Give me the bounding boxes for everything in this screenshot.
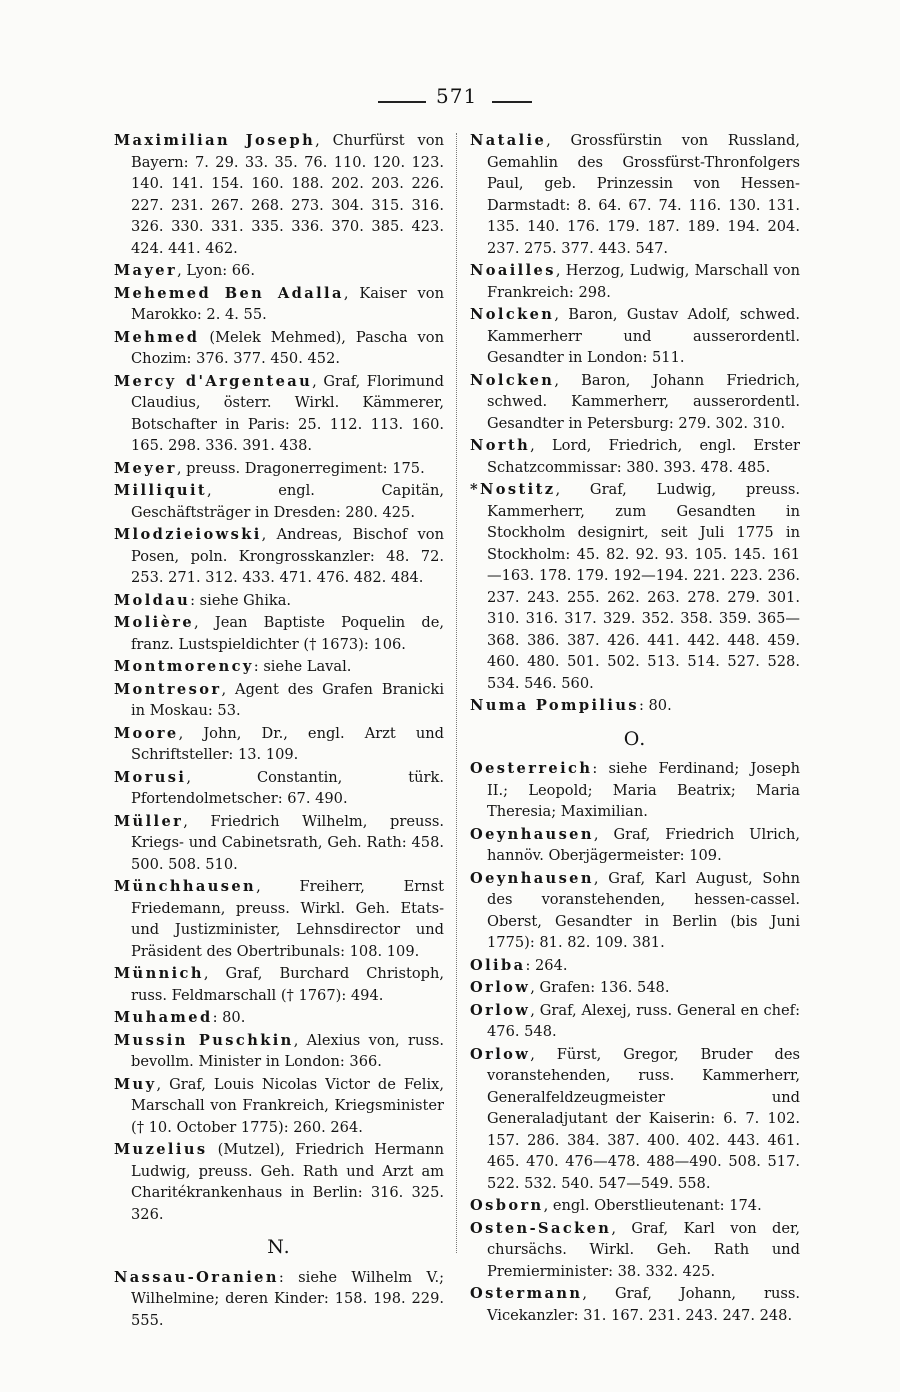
entry-text: , John, Dr., engl. Arzt und Schriftsteller: 13. 109. <box>131 724 444 763</box>
index-entry <box>114 1139 444 1225</box>
entry-text: , Graf, Florimund Claudius, österr. Wirkl. Kämmerer, Botschafter in Paris: 25. 112. 113. 160. 165. 298. 336. 391. 438. <box>131 372 444 454</box>
index-entry <box>470 260 800 303</box>
entry-text: , Grafen: 136. 548. <box>530 979 670 996</box>
entry-headword: Mehmed <box>114 328 200 346</box>
entry-headword: Molière <box>114 614 195 631</box>
index-entry <box>114 656 444 678</box>
entry-headword: *Nostitz <box>470 481 556 498</box>
entry-text: , Graf, Karl August, Sohn des voranstehenden, hessen-cassel. Oberst, Gesandter in Berlin (bis Juni 1775): 81. 82. 109. 381. <box>487 869 800 951</box>
section-o-entries <box>470 758 800 1326</box>
entry-headword: Nolcken <box>470 306 555 323</box>
index-entry <box>114 1074 444 1139</box>
index-entry <box>470 824 800 867</box>
index-entry <box>114 767 444 810</box>
entry-text: , Graf, Alexej, russ. General en chef: 476. 548. <box>487 1001 800 1040</box>
entry-text: , Andreas, Bischof von Posen, poln. Krongrosskanzler: 48. 72. 253. 271. 312. 433. 471. 476. 482. 484. <box>131 526 444 586</box>
entry-text: , Graf, Louis Nicolas Victor de Felix, Marschall von Frankreich, Kriegsminister († 10. October 1775): 260. 264. <box>131 1075 444 1136</box>
entry-text: , Lyon: 66. <box>177 262 255 279</box>
entry-headword: Ostermann <box>470 1285 583 1302</box>
index-entry <box>114 458 444 480</box>
entry-headword: Mercy d'Argenteau <box>114 372 313 390</box>
entry-text: , Baron, Johann Friedrich, schwed. Kammerherr, ausserordentl. Gesandter in Petersburg: 279. 302. 310. <box>487 371 800 432</box>
index-entry <box>470 370 800 435</box>
entry-text: , Lord, Friedrich, engl. Erster Schatzcommissar: 380. 393. 478. 485. <box>487 437 800 476</box>
index-entry <box>470 479 800 694</box>
entry-text: , preuss. Dragonerregiment: 175. <box>176 459 425 477</box>
entry-text: , Friedrich Wilhelm, preuss. Kriegs- und Cabinetsrath, Geh. Rath: 458. 500. 508. 510. <box>131 812 444 873</box>
entry-headword: Muy <box>114 1075 157 1093</box>
index-entry <box>470 695 800 717</box>
entry-headword: Montresor <box>114 680 222 698</box>
index-entry <box>470 435 800 478</box>
index-entry <box>114 260 444 282</box>
index-entry <box>114 524 444 589</box>
entry-headword: Münchhausen <box>114 878 257 895</box>
index-entry <box>470 1044 800 1195</box>
index-entry <box>114 723 444 766</box>
entry-text: , Jean Baptiste Poquelin de, franz. Lustspieldichter († 1673): 106. <box>131 614 444 653</box>
index-entry <box>114 876 444 962</box>
entry-headword: Meyer <box>114 459 177 477</box>
entry-text: , Graf, Karl von der, chursächs. Wirkl. Geh. Rath und Premierminister: 38. 332. 425. <box>487 1219 800 1280</box>
entry-headword: Osborn <box>470 1197 544 1214</box>
entry-text: , Graf, Johann, russ. Vicekanzler: 31. 167. 231. 243. 247. 248. <box>487 1285 800 1324</box>
header-rule-right <box>492 101 532 103</box>
entry-text: , Agent des Grafen Branicki in Moskau: 53. <box>131 680 444 719</box>
entry-text: , Graf, Ludwig, preuss. Kammerherr, zum Gesandten in Stockholm designirt, seit Juli 1775 in Stockholm: 45. 82. 92. 93. 105. 145. 161—163. 178. 179. 192—194. 221. 223. 236. 237. 243. 255. 262. 263. 278. 279. 301. 310. 316. 317. 329. 352. 358. 359. 365—368. 386. 387. 426. 441. 442. 448. 459. 460. 480. 501. 502. 513. 514. 527. 528. 534. 546. 560. <box>487 481 800 692</box>
index-entry <box>114 1267 444 1332</box>
entry-headword: Oeynhausen <box>470 825 594 843</box>
entry-text: , Churfürst von Bayern: 7. 29. 33. 35. 76. 110. 120. 123. 140. 141. 154. 160. 188. 202. 203. 226. 227. 231. 267. 268. 273. 304. 315. 316. 326. 330. 331. 335. 336. 370. 385. 423. 424. 441. 462. <box>131 132 444 257</box>
index-entry <box>114 590 444 612</box>
section-heading-n: N. <box>267 1236 291 1258</box>
entry-headword: Orlow <box>470 1001 531 1019</box>
entry-headword: Muzelius <box>114 1141 208 1158</box>
entry-text: , Alexius von, russ. bevollm. Minister in London: 366. <box>131 1031 444 1070</box>
entry-text: , engl. Capitän, Geschäftsträger in Dresden: 280. 425. <box>131 482 444 521</box>
index-entry <box>114 612 444 655</box>
index-entry <box>470 1283 800 1326</box>
index-entry <box>114 1007 444 1029</box>
entry-text: , Graf, Friedrich Ulrich, hannöv. Oberjägermeister: 109. <box>487 825 800 864</box>
index-entry <box>114 811 444 876</box>
index-entry <box>470 304 800 369</box>
section-heading-o: O. <box>623 727 647 750</box>
index-entry <box>470 977 800 999</box>
entry-text: , Kaiser von Marokko: 2. 4. 55. <box>131 284 444 323</box>
entry-text: , Grossfürstin von Russland, Gemahlin des Grossfürst-Thronfolgers Paul, geb. Prinzessin von Hessen-Darmstadt: 8. 64. 67. 74. 116. 130. 131. 135. 140. 176. 179. 187. 189. 194. 204. 237. 275. 377. 443. 547. <box>487 132 800 257</box>
entry-headword: Milliquit <box>114 482 208 499</box>
entry-headword: Nassau-Oranien <box>114 1268 279 1286</box>
entry-headword: Muhamed <box>114 1009 213 1026</box>
entry-headword: Orlow <box>470 1045 531 1063</box>
entry-headword: Osten-Sacken <box>470 1219 612 1237</box>
entry-headword: Mayer <box>114 262 178 279</box>
entry-headword: Moldau <box>114 591 191 609</box>
right-column-entries <box>470 130 800 717</box>
column-divider <box>456 133 457 1253</box>
entry-text: , Herzog, Ludwig, Marschall von Frankreich: 298. <box>487 262 800 301</box>
entry-headword: Oliba <box>470 956 526 974</box>
index-entry <box>470 1000 800 1043</box>
index-entry <box>470 758 800 823</box>
entry-text: (Mutzel), Friedrich Hermann Ludwig, preuss. Geh. Rath und Arzt am Charitékrankenhaus in Berlin: 316. 325. 326. <box>131 1141 444 1223</box>
entry-headword: Numa Pompilius <box>470 697 639 714</box>
index-entry <box>470 868 800 954</box>
entry-headword: Maximilian Joseph <box>114 132 316 149</box>
entry-headword: Mussin Puschkin <box>114 1031 294 1049</box>
entry-text: , engl. Oberstlieutenant: 174. <box>543 1197 762 1214</box>
entry-text: : siehe Ghika. <box>190 591 292 609</box>
index-entry <box>470 1218 800 1283</box>
entry-headword: Orlow <box>470 979 531 996</box>
index-entry <box>470 955 800 977</box>
index-entry <box>114 963 444 1006</box>
entry-headword: Oesterreich <box>470 760 593 777</box>
entry-text: , Graf, Burchard Christoph, russ. Feldmarschall († 1767): 494. <box>131 965 444 1004</box>
header-rule-left <box>378 101 426 103</box>
page-number: 571 <box>436 84 478 108</box>
entry-text: , Baron, Gustav Adolf, schwed. Kammerherr und ausserordentl. Gesandter in London: 511. <box>487 306 800 366</box>
index-entry <box>114 1030 444 1073</box>
right-column <box>470 130 800 1327</box>
index-entry <box>470 1195 800 1217</box>
entry-text: , Constantin, türk. Pfortendolmetscher: 67. 490. <box>131 768 444 807</box>
index-entry <box>114 371 444 457</box>
entry-text: : siehe Ferdinand; Joseph II.; Leopold; Maria Beatrix; Maria Theresia; Maximilian. <box>487 760 800 820</box>
entry-text: , Fürst, Gregor, Bruder des voranstehenden, russ. Kammerherr, Generalfeldzeugmeister und Generaladjutant der Kaiserin: 6. 7. 102. 157. 286. 384. 387. 400. 402. 443. 461. 465. 470. 476—478. 488—490. 508. 517. 522. 532. 540. 547—549. 558. <box>487 1045 800 1192</box>
index-entry <box>114 130 444 259</box>
left-column-entries <box>114 130 444 1225</box>
entry-headword: Montmorency <box>114 658 254 675</box>
entry-headword: Noailles <box>470 262 556 279</box>
entry-headword: Münnich <box>114 965 204 982</box>
entry-headword: Morusi <box>114 768 187 786</box>
entry-text: : 264. <box>525 956 568 974</box>
entry-headword: Mehemed Ben Adalla <box>114 284 344 302</box>
entry-headword: Moore <box>114 724 179 742</box>
entry-text: : 80. <box>638 697 672 714</box>
section-n-entries <box>114 1267 444 1332</box>
entry-headword: Mlodzieiowski <box>114 526 262 543</box>
entry-text: : 80. <box>212 1009 246 1026</box>
entry-headword: North <box>470 437 531 454</box>
left-column <box>114 130 444 1332</box>
entry-headword: Nolcken <box>470 371 555 389</box>
page-header <box>0 84 900 114</box>
index-entry <box>470 130 800 259</box>
index-entry <box>114 480 444 523</box>
entry-text: : siehe Wilhelm V.; Wilhelmine; deren Kinder: 158. 198. 229. 555. <box>131 1268 444 1329</box>
index-entry <box>114 283 444 326</box>
index-entry <box>114 327 444 370</box>
index-entry <box>114 679 444 722</box>
entry-headword: Oeynhausen <box>470 869 594 887</box>
entry-text: (Melek Mehmed), Pascha von Chozim: 376. 377. 450. 452. <box>131 328 444 367</box>
entry-headword: Müller <box>114 812 184 830</box>
entry-headword: Natalie <box>470 132 547 149</box>
entry-text: : siehe Laval. <box>253 658 352 675</box>
entry-text: , Freiherr, Ernst Friedemann, preuss. Wirkl. Geh. Etats- und Justizminister, Lehnsdirector und Präsident des Obertribunals: 108. 109. <box>131 878 444 960</box>
